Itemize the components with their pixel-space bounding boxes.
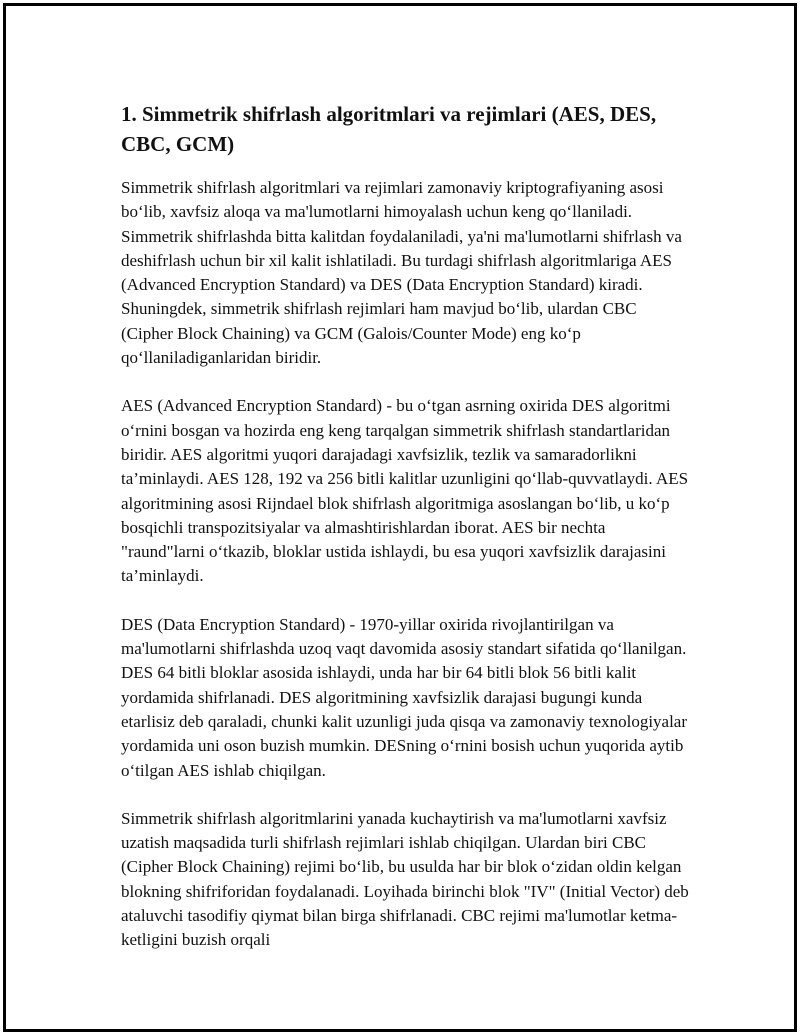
paragraph-intro: Simmetrik shifrlash algoritmlari va rejimlari zamonaviy kriptografiyaning asosi bo‘lib, xavfsiz aloqa va ma'lumotlarni himoyalash uchun keng qo‘llaniladi. Simmetrik shifrlashda bitta kalitdan foydalaniladi, ya'ni ma'lumotlarni shifrlash va deshifrlash uchun bir xil kalit ishlatiladi. Bu turdagi shifrlash algoritmlariga AES (Advanced Encryption Standard) va DES (Data Encryption Standard) kiradi. Shuningdek, simmetrik shifrlash rejimlari ham mavjud bo‘lib, ulardan CBC (Cipher Block Chaining) va GCM (Galois/Counter Mode) eng ko‘p qo‘llaniladiganlaridan biridir. bbox=[121, 178, 682, 368]
paragraph-modes: Simmetrik shifrlash algoritmlarini yanada kuchaytirish va ma'lumotlarni xavfsiz uzatish maqsadida turli shifrlash rejimlari ishlab chiqilgan. Ulardan biri CBC (Cipher Block Chaining) rejimi bo‘lib, bu usulda har bir blok o‘zidan oldin kelgan blokning shifriforidan foydalanadi. Loyihada birinchi blok "IV" (Initial Vector) deb ataluvchi tasodifiy qiymat bilan birga shifrlanadi. CBC rejimi ma'lumotlar ketma-ketligini buzish orqali bbox=[121, 808, 689, 950]
paragraph-aes: AES (Advanced Encryption Standard) - bu o‘tgan asrning oxirida DES algoritmi o‘rnini bosgan va hozirda eng keng tarqalgan simmetrik shifrlash standartlaridan biridir. AES algoritmi yuqori darajadagi xavfsizlik, tezlik va samaradorlikni ta’minlaydi. AES 128, 192 va 256 bitli kalitlar uzunligini qo‘llab-quvvatlaydi. AES algoritmining asosi Rijndael blok shifrlash algoritmiga asoslangan bo‘lib, u ko‘p bosqichli transpozitsiyalar va almashtirishlardan iborat. AES bir nechta "raund"larni o‘tkazib, bloklar ustida ishlaydi, bu esa yuqori xavfsizlik darajasini ta’minlaydi. bbox=[121, 396, 689, 586]
page-frame bbox=[3, 3, 797, 1032]
paragraph-des: DES (Data Encryption Standard) - 1970-yillar oxirida rivojlantirilgan va ma'lumotlarni shifrlashda uzoq vaqt davomida asosiy standart sifatida qo‘llanilgan. DES 64 bitli bloklar asosida ishlaydi, unda har bir 64 bitli blok 56 bitli kalit yordamida shifrlanadi. DES algoritmining xavfsizlik darajasi bugungi kunda etarlisiz deb qaraladi, chunki kalit uzunligi juda qisqa va zamonaviy texnologiyalar yordamida uni oson buzish mumkin. DESning o‘rnini bosish uchun yuqorida aytib o‘tilgan AES ishlab chiqilgan. bbox=[121, 614, 688, 780]
document-body bbox=[121, 99, 691, 977]
section-heading: 1. Simmetrik shifrlash algoritmlari va rejimlari (AES, DES, CBC, GCM) bbox=[121, 102, 657, 156]
